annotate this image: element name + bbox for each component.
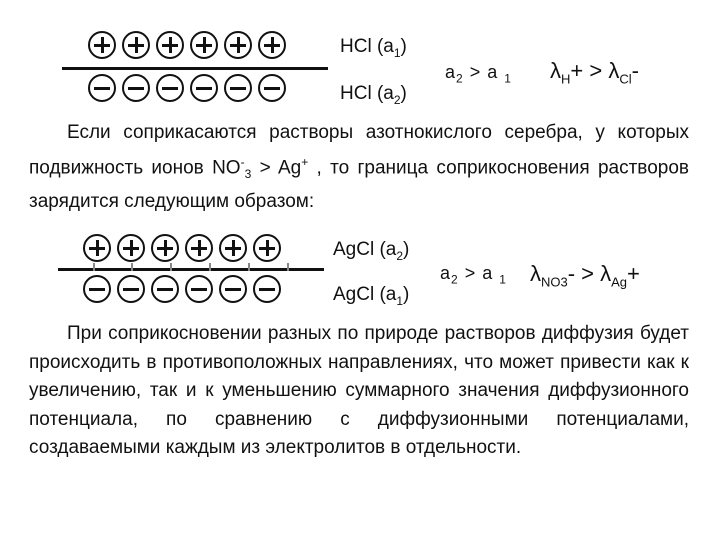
- minus-icon: [185, 275, 213, 303]
- plus-icon: [185, 234, 213, 262]
- tick-mark: [287, 263, 289, 271]
- minus-icon: [117, 275, 145, 303]
- positive-charges-row: [88, 31, 292, 59]
- solution-top-label: AgCl $(a_2)$: [333, 239, 410, 263]
- minus-icon: [156, 74, 184, 102]
- plus-icon: [122, 31, 150, 59]
- tick-mark: [248, 263, 250, 271]
- solution-bottom-label: HCl $(a_2)$: [340, 83, 407, 107]
- plus-icon: [151, 234, 179, 262]
- plus-icon: [156, 31, 184, 59]
- minus-icon: [253, 275, 281, 303]
- plus-icon: [88, 31, 116, 59]
- solution-bottom-label: AgCl $(a_1)$: [333, 284, 410, 308]
- tick-mark: [170, 263, 172, 271]
- negative-charges-row: [88, 74, 292, 102]
- plus-icon: [117, 234, 145, 262]
- plus-icon: [258, 31, 286, 59]
- paragraph-diffusion: При соприкосновении разных по природе растворов диффузия будет происходить в противоположных направлениях, что может привести как к увеличению, так и к уменьшению суммарного значения диффузионного потенциала, по сравнению с диффузионными потенциалами, создаваемыми каждым из электролитов в отдельности.: [29, 323, 689, 458]
- plus-icon: [224, 31, 252, 59]
- boundary-line: [62, 67, 328, 70]
- positive-charges-row: [83, 234, 287, 262]
- plus-icon: [219, 234, 247, 262]
- minus-icon: [258, 74, 286, 102]
- negative-charges-row: [83, 275, 287, 303]
- minus-icon: [151, 275, 179, 303]
- tick-mark: [209, 263, 211, 271]
- plus-icon: [83, 234, 111, 262]
- minus-icon: [88, 74, 116, 102]
- tick-mark: [131, 263, 133, 271]
- boundary-line: [58, 268, 324, 271]
- minus-icon: [83, 275, 111, 303]
- minus-icon: [190, 74, 218, 102]
- plus-icon: [253, 234, 281, 262]
- mobility-relation: $\lambda_H+ > \lambda_{Cl}-$: [550, 58, 639, 87]
- minus-icon: [224, 74, 252, 102]
- tick-mark: [93, 263, 95, 271]
- minus-icon: [219, 275, 247, 303]
- activity-relation: $a_2 > a$ $_1$: [445, 62, 512, 86]
- minus-icon: [122, 74, 150, 102]
- paragraph-agno3: Если соприкасаются растворы азотнокислого серебра, у которых подвижность ионов $NO^-_3 > Ag^+$ , то граница соприкосновения растворов зарядится следующим образом:: [29, 122, 689, 213]
- solution-top-label: HCl $(a_1)$: [340, 36, 407, 60]
- mobility-relation: $\lambda_{NO3}- > \lambda_{Ag}+$: [530, 261, 640, 290]
- activity-relation: $a_2 > a$ $_1$: [440, 263, 507, 287]
- plus-icon: [190, 31, 218, 59]
